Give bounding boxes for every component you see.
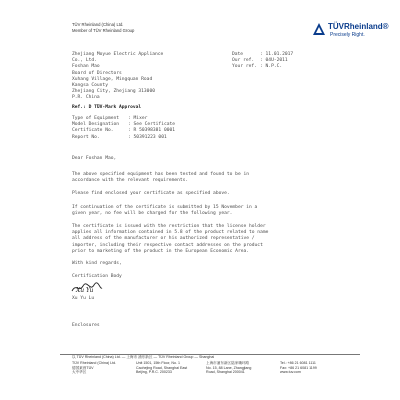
paragraph <box>72 172 249 184</box>
subject-line: Ref.: D TÜV-Mark Approval <box>72 105 142 110</box>
detail-label: Certificate No. <box>72 128 114 134</box>
paragraph-line: The certificate is issued with the restriction that the license holder <box>72 224 266 229</box>
tuv-triangle-logo-icon <box>312 22 326 36</box>
company-name: TÜV Rheinland (China) Ltd. <box>72 22 124 27</box>
detail-value: : 50391223 001 <box>128 134 167 140</box>
footer-line: 上海市浦东新区陆家嘴环路 <box>206 361 250 365</box>
paragraph-line: all address of the manufacturer or his authorized representative / <box>72 236 255 242</box>
address-line: Xuhang Village, Mingquan Road <box>72 76 153 82</box>
footer-line: Road, Shanghai 200041 <box>206 370 245 375</box>
footer-line: Fax: +86 21 6081 1199 <box>280 365 317 370</box>
address-line: Zhejiang Moyue Electric Appliance <box>72 52 164 57</box>
paragraph-line: The above specified equipment has been tested and found to be in <box>72 172 250 177</box>
paragraph-line: prior to marketing of the product in the European Economic Area. <box>72 248 250 254</box>
footer-line: Beijing, P.R.C. 200233 <box>136 370 172 375</box>
paragraph <box>72 205 257 217</box>
closing: With kind regards, <box>72 261 122 266</box>
paragraph <box>72 191 230 197</box>
detail-label: Model Designation <box>72 122 120 128</box>
address-line: Co., Ltd. <box>72 58 97 64</box>
footer-top-line: 以 TÜV Rheinland (China) Ltd. — 上海市 浦东新区 — TÜV Rheinland Group — Shanghai <box>72 355 215 359</box>
footer-column <box>72 361 116 375</box>
brand-tagline: Precisely Right. <box>330 32 365 38</box>
footer-column <box>136 361 187 375</box>
address-line: Foshan Mao <box>72 64 100 70</box>
footer-line: www.tuv.com <box>280 370 301 375</box>
detail-label: Report No. <box>72 134 100 140</box>
paragraph-line: Please find enclosed your certificate as specified above. <box>72 191 230 196</box>
paragraph-line: importer, including their respective contact addresses on the product <box>72 242 263 248</box>
brand-name: TÜVRheinland® <box>328 22 389 31</box>
paragraph-line: applies all information contained in 5.8 of the product related to name <box>72 230 269 236</box>
footer-line: Unit 1501, 15th Floor, No. 1 <box>136 361 180 365</box>
signature-text: Xu Yu <box>76 287 94 294</box>
recipient-address <box>72 52 163 102</box>
meta-label: Our ref. <box>232 58 255 64</box>
detail-value: : R 50398381 0001 <box>128 128 176 134</box>
detail-label: Type of Equipment <box>72 116 120 121</box>
certification-body: Certification Body <box>72 274 122 279</box>
footer-column <box>206 361 251 375</box>
paragraph-line: accordance with the relevant requirements. <box>72 178 189 184</box>
salutation: Dear Foshan Mao, <box>72 156 117 161</box>
detail-value: : Mixer <box>128 116 148 121</box>
address-line: Kangsa County <box>72 83 108 89</box>
footer-line: Caohejing Road, Shanghai East <box>136 365 188 370</box>
meta-value: : 11.01.2017 <box>260 52 294 57</box>
meta-value: : N.P.C. <box>260 64 283 70</box>
reference-block <box>232 52 293 71</box>
enclosures: Enclosures <box>72 323 100 328</box>
paragraph-line: If continuation of the certificate is submitted by 15 November in a <box>72 205 258 210</box>
company-group: Member of TÜV Rheinland Group <box>72 28 135 33</box>
meta-label: Your ref. <box>232 64 257 70</box>
address-line: P.R. China <box>72 95 100 101</box>
paragraph <box>72 224 268 255</box>
meta-value: : 04U-2011 <box>260 58 288 64</box>
footer-line: No. 15, 88 Lane, Zhangjiang <box>206 365 252 370</box>
paragraph-line: given year, no fee will be charged for the following year. <box>72 211 233 217</box>
meta-label: Date <box>232 52 244 57</box>
footer-line: TÜV Rheinland (China) Ltd. <box>72 361 117 365</box>
footer-column <box>280 361 317 375</box>
details-block <box>72 116 175 141</box>
footer-line: 大中华区 <box>72 370 87 375</box>
signer-name: Xu Yu Lu <box>72 296 95 301</box>
footer-line: 德国莱茵TÜV <box>72 365 94 370</box>
footer-line: Tel.: +86 21 6081 1111 <box>280 361 316 365</box>
address-line: Zhejiang City, Zhejiang 313000 <box>72 89 155 95</box>
meta-row <box>232 64 293 70</box>
detail-value: : See Certificate <box>128 122 176 128</box>
address-line: Board of Directors <box>72 70 122 76</box>
